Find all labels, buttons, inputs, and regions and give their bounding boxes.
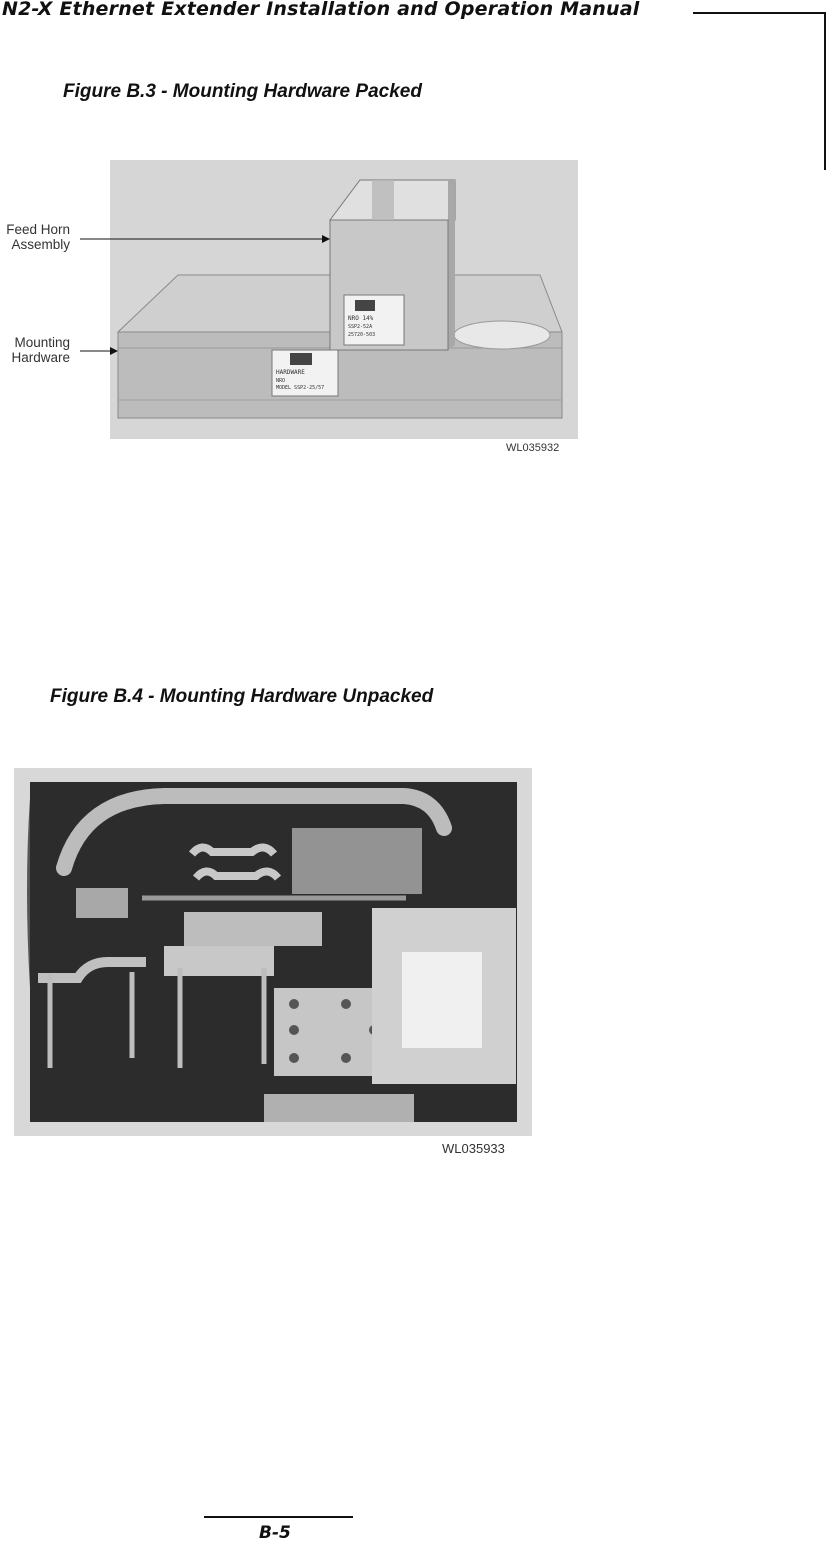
svg-text:25720-503: 25720-503 [348, 332, 376, 338]
callout-mounting-line2: Hardware [11, 350, 70, 365]
page-number: B-5 [259, 1523, 291, 1543]
svg-text:NRO: NRO [276, 378, 286, 384]
callout-feed-horn-line2: Assembly [11, 237, 70, 252]
unpacked-hardware-illustration [14, 768, 532, 1136]
figure-b3-caption: Figure B.3 - Mounting Hardware Packed [63, 81, 422, 102]
callout-feed-horn-assembly [0, 222, 70, 252]
callout-feed-horn-line1: Feed Horn [6, 222, 70, 237]
callout-mounting-line1: Mounting [14, 335, 70, 350]
footer-rule [204, 1516, 353, 1518]
header-rule [693, 12, 826, 14]
header-vertical-rule [824, 12, 826, 170]
page-header-title: N2-X Ethernet Extender Installation and Operation Manual [2, 0, 640, 20]
svg-text:HARDWARE: HARDWARE [276, 369, 305, 376]
callout-mounting-hardware [0, 335, 70, 365]
figure-b4-caption: Figure B.4 - Mounting Hardware Unpacked [50, 686, 434, 707]
svg-text:SSP2-52A: SSP2-52A [348, 324, 373, 330]
svg-text:MODEL SSP2-25/57: MODEL SSP2-25/57 [276, 385, 325, 391]
figure-b3-callout-arrows [76, 230, 332, 360]
svg-text:NRO 14%: NRO 14% [348, 315, 374, 322]
figure-b4-image-code: WL035933 [442, 1141, 505, 1156]
figure-b4-photo [14, 768, 532, 1136]
figure-b3-image-code: WL035932 [506, 442, 560, 454]
